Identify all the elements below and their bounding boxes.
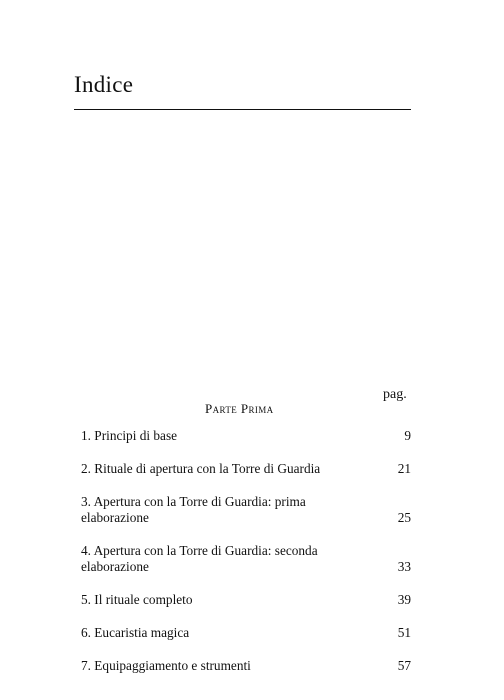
toc-entry-page: 25 bbox=[397, 510, 411, 525]
page-title: Indice bbox=[74, 72, 134, 97]
part-heading: Parte Prima bbox=[205, 401, 274, 416]
toc-entry-page: 57 bbox=[397, 658, 411, 673]
toc-entry-title: 1. Principi di base bbox=[81, 428, 178, 443]
toc-entry-title: 7. Equipaggiamento e strumenti bbox=[81, 658, 251, 673]
toc-entry-title: 6. Eucaristia magica bbox=[81, 625, 190, 640]
toc-entry[interactable] bbox=[81, 428, 411, 444]
toc-entry-title: 2. Rituale di apertura con la Torre di Guardia bbox=[81, 461, 321, 476]
toc-entry-page: 9 bbox=[404, 428, 411, 443]
toc-entry[interactable] bbox=[81, 625, 411, 641]
toc-entry[interactable] bbox=[81, 461, 411, 477]
toc-entry-page: 33 bbox=[397, 559, 411, 574]
page-column-label: pag. bbox=[383, 387, 407, 402]
toc-entry[interactable] bbox=[81, 592, 411, 608]
toc-entry[interactable] bbox=[81, 658, 411, 674]
toc-entry-page: 21 bbox=[397, 461, 411, 476]
toc-entry-page: 39 bbox=[397, 592, 411, 607]
toc-entry-title: 5. Il rituale completo bbox=[81, 592, 193, 607]
toc-entry-title: 4. Apertura con la Torre di Guardia: seconda elaborazione bbox=[81, 543, 318, 574]
toc-entry-title: 3. Apertura con la Torre di Guardia: prima elaborazione bbox=[81, 494, 306, 525]
toc-entry[interactable] bbox=[81, 543, 411, 575]
title-rule bbox=[74, 109, 411, 110]
toc-entry-page: 51 bbox=[397, 625, 411, 640]
toc-entry[interactable] bbox=[81, 494, 411, 526]
table-of-contents bbox=[81, 428, 411, 691]
